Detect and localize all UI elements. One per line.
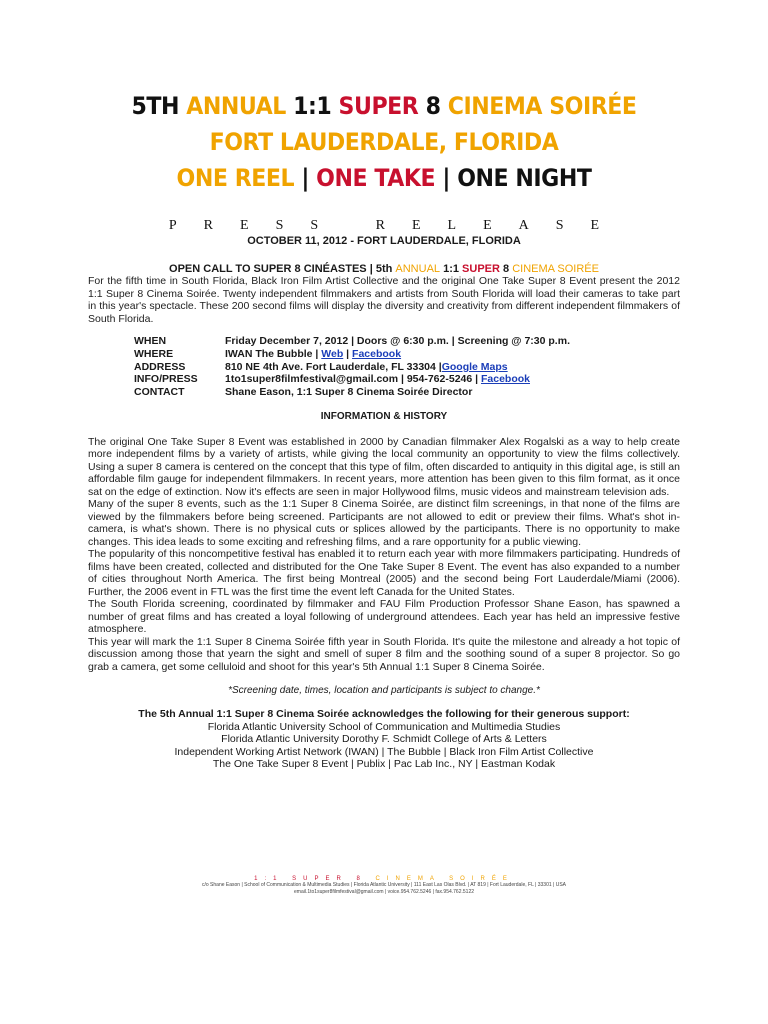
title-line-1 xyxy=(112,88,657,124)
where-value: IWAN The Bubble | xyxy=(225,347,322,360)
footer-brand-b: CINEMA SOIRÉE xyxy=(375,876,514,882)
address-value: 810 NE 4th Ave. Fort Lauderdale, FL 33304 | xyxy=(225,360,442,373)
when-label: WHEN xyxy=(134,335,167,347)
where-label: WHERE xyxy=(134,347,174,360)
intro-paragraph: For the fifth time in South Florida, Black Iron Film Artist Collective and the original One Take Super 8 Event present the 2012 1:1 Super 8 Cinema Soirée. Twenty independent filmmakers and artists from South Florida will load their cameras to take part in this year's spectacle. These 200 second films will display the diversity and creativity from different independent filmmakers of South Florida. xyxy=(88,275,680,325)
open-call-super: SUPER xyxy=(462,263,500,275)
where-web-link[interactable]: Web xyxy=(321,347,344,360)
detail-row-when xyxy=(134,335,680,348)
detail-row-address xyxy=(134,361,680,374)
title-annual: ANNUAL xyxy=(186,92,294,120)
history-paragraph-2: Many of the super 8 events, such as the 1:1 Super 8 Cinema Soirée, are distinct film screenings, in that none of the films are viewed by the filmmakers before being screened. Participants are not allowed to edit or preview their films. What's shot in-camera, is what's shown. There is no physical cuts or splices allowed by the participants. There is no opportunity to make changes. This idea leads to some exciting and refreshing films, and a rare opportunity for a public viewing. xyxy=(88,498,680,548)
contact-value: Shane Eason, 1:1 Super 8 Cinema Soirée Director xyxy=(225,386,473,399)
history-paragraph-4: The South Florida screening, coordinated by filmmaker and FAU Film Production Professor Shane Eason, has spawned a number of great films and has created a loyal following of underground attendees. Each year has held an impressive festive atmosphere. xyxy=(88,598,680,636)
title-sep-2: | xyxy=(435,164,458,192)
address-value-wrap xyxy=(225,361,680,374)
where-facebook-link[interactable]: Facebook xyxy=(352,347,402,360)
title-cinema-soiree: CINEMA SOIRÉE xyxy=(447,92,637,120)
contact-label: CONTACT xyxy=(134,386,185,399)
footer-address: c/o Shane Eason | School of Communication & Multimedia Studies | Florida Atlantic University | 111 East Las Olas Blvd. | AT 819 | Fort Lauderdale, FL | 33301 | USA xyxy=(202,882,566,888)
footer-brand-a: 1:1 SUPER 8 xyxy=(254,876,376,882)
ack-line: Independent Working Artist Network (IWAN) | The Bubble | Black Iron Film Artist Collective xyxy=(174,745,594,758)
dateline: OCTOBER 11, 2012 - FORT LAUDERDALE, FLORIDA xyxy=(247,235,521,247)
acknowledgements xyxy=(88,708,680,771)
title-one-night: ONE NIGHT xyxy=(457,164,592,192)
title-eight: 8 xyxy=(425,92,448,120)
detail-row-contact xyxy=(134,386,680,399)
where-value-wrap xyxy=(225,348,680,361)
event-details xyxy=(134,335,680,399)
where-sep: | xyxy=(343,347,353,360)
info-facebook-link[interactable]: Facebook xyxy=(480,373,530,386)
google-maps-link[interactable]: Google Maps xyxy=(441,360,508,373)
info-value: 1to1super8filmfestival@gmail.com | 954-762-5246 | xyxy=(225,373,481,386)
history-paragraph-5: This year will mark the 1:1 Super 8 Cinema Soirée fifth year in South Florida. It's quite the milestone and already a hot topic of discussion among those that yearn the sight and smell of super 8 film and the soothing sound of a super 8 projector. So go grab a camera, get some celluloid and shoot for this year's 5th Annual 1:1 Super 8 Cinema Soirée. xyxy=(88,635,680,673)
history-paragraph-1: The original One Take Super 8 Event was established in 2000 by Canadian filmmaker Alex Rogalski as a way to help create more independent films by a variety of artists, while giving the local community an opportunity to view the films collectively. Using a super 8 camera is centered on the concept that this type of film, often discarded to antiquity in this digital age, is still an affordable film gauge for independent filmmakers. In recent years, more attention has been given to this film format, as it once sat on the edge of extinction. Now it's effects are seen in major Hollywood films, music videos and mainstream television ads. xyxy=(88,435,680,498)
address-label: ADDRESS xyxy=(134,360,186,373)
open-call-prefix: OPEN CALL TO SUPER 8 CINÉASTES | 5th xyxy=(169,263,396,275)
ack-line: Florida Atlantic University School of Communication and Multimedia Studies xyxy=(207,720,561,733)
title-one-one: 1:1 xyxy=(293,92,339,120)
title-line-3 xyxy=(112,160,657,196)
open-call-cinema: CINEMA SOIRÉE xyxy=(512,263,599,275)
title-sep-1: | xyxy=(294,164,317,192)
info-label: INFO/PRESS xyxy=(134,373,198,386)
press-release-heading: PRESS RELEASE xyxy=(168,218,627,233)
info-history-heading: INFORMATION & HISTORY xyxy=(320,410,448,422)
footer xyxy=(88,876,680,896)
open-call-one-one: 1:1 xyxy=(440,263,463,275)
ack-line: The One Take Super 8 Event | Publix | Pac Lab Inc., NY | Eastman Kodak xyxy=(212,758,556,771)
ack-heading: The 5th Annual 1:1 Super 8 Cinema Soirée acknowledges the following for their generous support: xyxy=(138,708,630,721)
disclaimer: *Screening date, times, location and participants is subject to change.* xyxy=(228,685,540,697)
open-call-eight: 8 xyxy=(499,263,513,275)
footer-contact: email.1to1super8filmfestival@gmail.com | voice.954.762.5246 | fax.954.762.5122 xyxy=(294,889,474,895)
detail-row-where xyxy=(134,348,680,361)
press-release-page xyxy=(88,88,680,771)
when-value: Friday December 7, 2012 | Doors @ 6:30 p.m. | Screening @ 7:30 p.m. xyxy=(225,335,570,347)
title-one-reel: ONE REEL xyxy=(176,164,295,192)
open-call-annual: ANNUAL xyxy=(395,263,441,275)
open-call-heading xyxy=(88,263,680,275)
title-one-take: ONE TAKE xyxy=(316,164,436,192)
ack-line: Florida Atlantic University Dorothy F. Schmidt College of Arts & Letters xyxy=(221,733,547,746)
title-line-2: FORT LAUDERDALE, FLORIDA xyxy=(209,128,559,156)
title-super: SUPER xyxy=(338,92,426,120)
info-value-wrap xyxy=(225,373,680,386)
title-5th: 5TH xyxy=(131,92,187,120)
history-paragraph-3: The popularity of this noncompetitive festival has enabled it to return each year with more filmmakers participating. Hundreds of films have been created, collected and distributed for the One Take Super 8 Event. The event has also expanded to a number of cities throughout North America. The first being Montreal (2005) and the second being Fort Lauderdale/Miami (2006). Further, the 2006 event in FTL was the first time the event left Canada for the United States. xyxy=(88,548,680,598)
detail-row-info xyxy=(134,373,680,386)
